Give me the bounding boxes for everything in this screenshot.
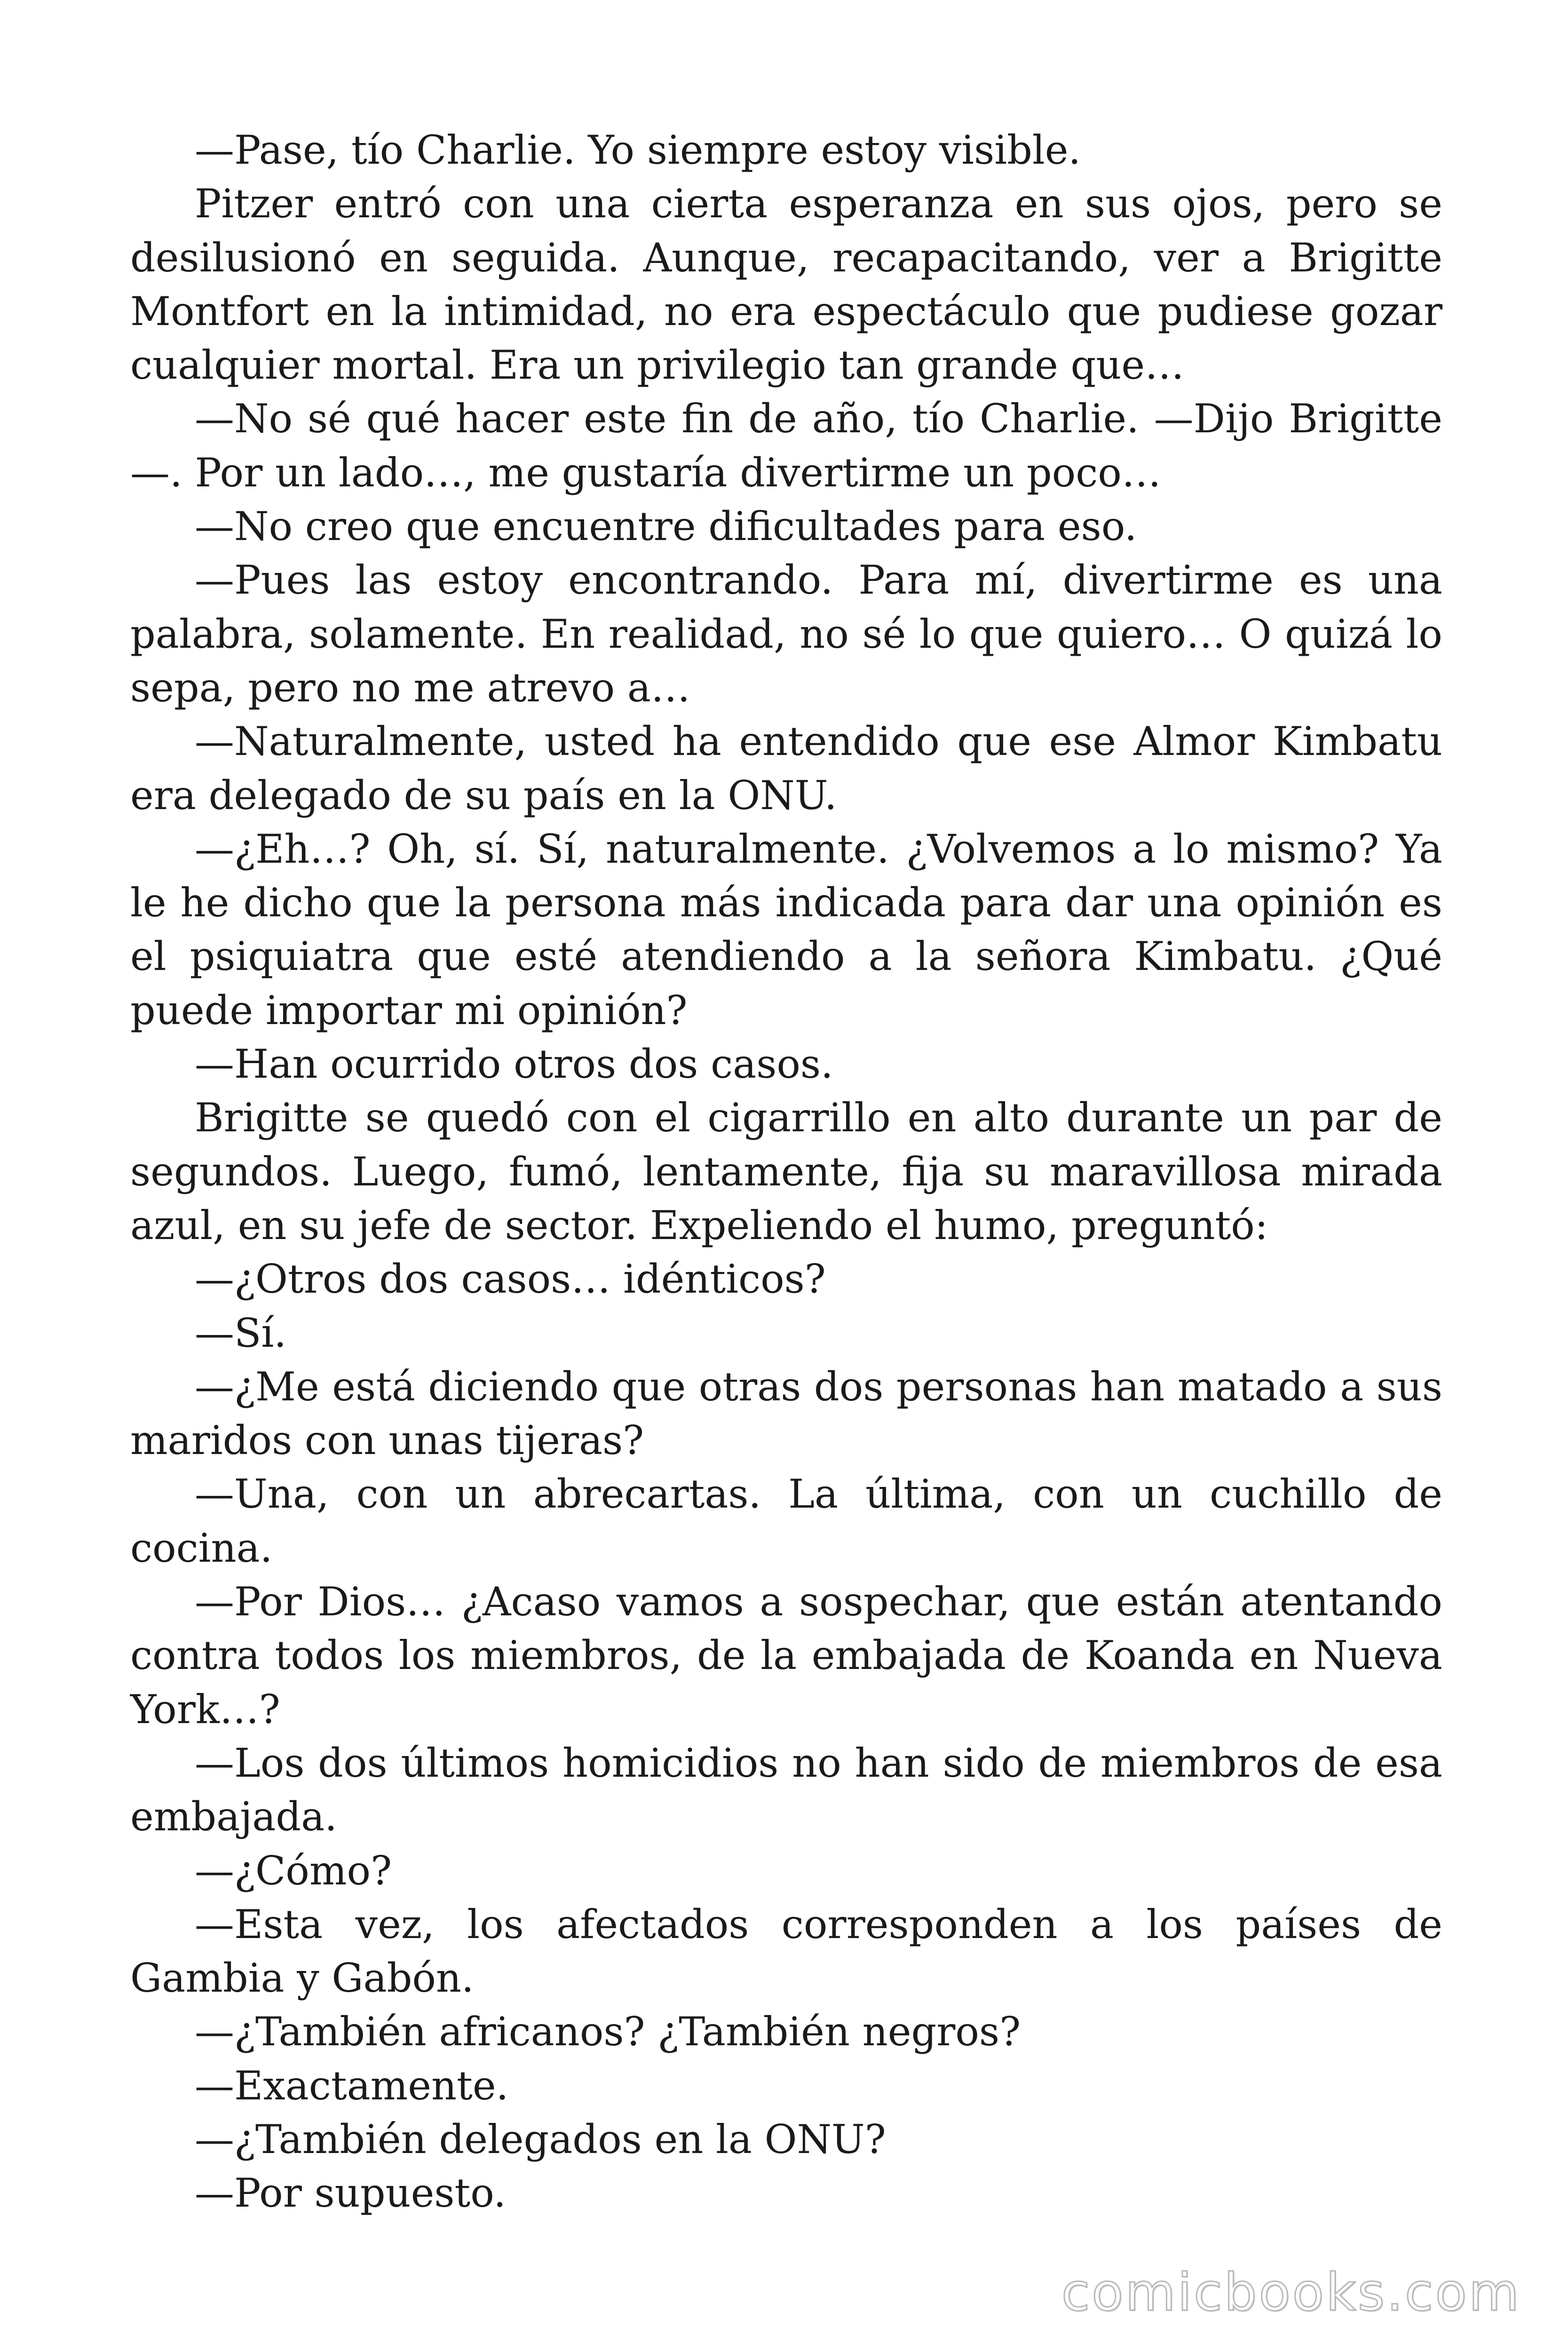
paragraph: —Esta vez, los afectados corresponden a los países de Gambia y Gabón. <box>130 1901 1442 2002</box>
paragraph: —Naturalmente, usted ha entendido que ese Almor Kimbatu era delegado de su país en la ONU. <box>130 718 1442 818</box>
paragraph: —¿También africanos? ¿También negros? <box>195 2009 1021 2055</box>
paragraph: —Por Dios… ¿Acaso vamos a sospechar, que están atentando contra todos los miembros, de la embajada de Koanda en Nueva York…? <box>130 1579 1442 1732</box>
paragraph: —Los dos últimos homicidios no han sido de miembros de esa embajada. <box>130 1740 1442 1840</box>
paragraph: —¿Me está diciendo que otras dos personas han matado a sus maridos con unas tijeras? <box>130 1363 1442 1464</box>
paragraph: —Pase, tío Charlie. Yo siempre estoy visible. <box>195 127 1081 173</box>
page-text <box>130 123 1442 2220</box>
paragraph: —No sé qué hacer este fin de año, tío Charlie. —Dijo Brigitte—. Por un lado…, me gustaría divertirme un poco… <box>130 396 1442 496</box>
paragraph: —Una, con un abrecartas. La última, con un cuchillo de cocina. <box>130 1471 1442 1571</box>
paragraph: —Pues las estoy encontrando. Para mí, divertirme es una palabra, solamente. En realidad, no sé lo que quiero… O quizá lo sepa, pero no me atrevo a… <box>130 557 1442 711</box>
paragraph: —No creo que encuentre dificultades para eso. <box>195 503 1137 550</box>
paragraph: —Sí. <box>195 1310 287 1356</box>
paragraph: —¿Cómo? <box>195 1847 392 1894</box>
paragraph: —Por supuesto. <box>195 2170 506 2217</box>
paragraph: —¿Otros dos casos… idénticos? <box>195 1256 826 1303</box>
paragraph: —Han ocurrido otros dos casos. <box>195 1041 833 1088</box>
paragraph: —¿También delegados en la ONU? <box>195 2116 886 2162</box>
paragraph: —¿Eh…? Oh, sí. Sí, naturalmente. ¿Volvemos a lo mismo? Ya le he dicho que la persona más indicada para dar una opinión es el psiquiatra que esté atendiendo a la señora Kimbatu. ¿Qué puede importar mi opinión? <box>130 826 1442 1033</box>
paragraph: Brigitte se quedó con el cigarrillo en alto durante un par de segundos. Luego, fumó, lentamente, fija su maravillosa mirada azul, en su jefe de sector. Expeliendo el humo, preguntó: <box>130 1095 1442 1248</box>
watermark: comicbooks.com <box>1061 2262 1521 2322</box>
paragraph: Pitzer entró con una cierta esperanza en sus ojos, pero se desilusionó en seguida. Aunque, recapacitando, ver a Brigitte Montfort en la intimidad, no era espectáculo que pudiese gozar cualquier mortal. Era un privilegio tan grande que… <box>130 181 1442 389</box>
paragraph: —Exactamente. <box>195 2062 509 2109</box>
